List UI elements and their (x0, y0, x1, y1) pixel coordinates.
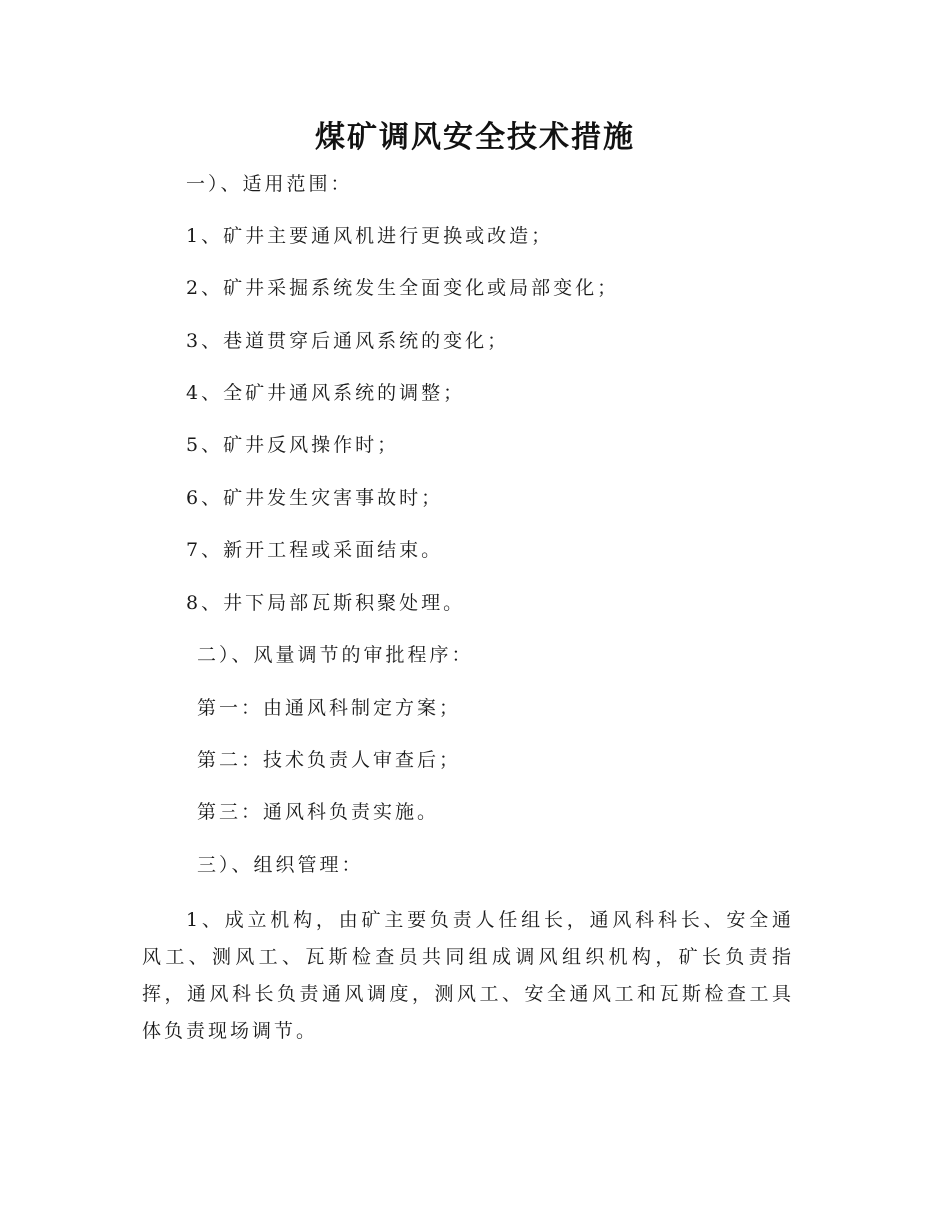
section-heading-approval: 二）、风量调节的审批程序： (197, 644, 474, 666)
section-heading-scope: 一）、适用范围： (186, 173, 353, 195)
list-item: 2、矿井采掘系统发生全面变化或局部变化； (186, 277, 620, 299)
list-item: 5、矿井反风操作时； (186, 434, 400, 456)
list-item: 6、矿井发生灾害事故时； (186, 487, 444, 509)
list-item: 4、全矿井通风系统的调整； (186, 382, 466, 404)
list-item: 7、新开工程或采面结束。 (186, 539, 444, 561)
section-heading-organization: 三）、组织管理： (197, 854, 364, 876)
document-title: 煤矿调风安全技术措施 (315, 120, 635, 155)
list-item: 1、矿井主要通风机进行更换或改造； (186, 225, 554, 247)
step-item: 第一：由通风科制定方案； (197, 697, 462, 719)
step-item: 第三：通风科负责实施。 (197, 801, 440, 823)
organization-paragraph: 1、成立机构，由矿主要负责人任组长，通风科科长、安全通风工、测风工、瓦斯检查员共同组成调风组织机构，矿长负责指挥，通风科长负责通风调度，测风工、安全通风工和瓦斯检查工具体负责现场调节。 (142, 909, 794, 1042)
step-item: 第二：技术负责人审查后； (197, 749, 462, 771)
list-item: 3、巷道贯穿后通风系统的变化； (186, 330, 510, 352)
list-item: 8、井下局部瓦斯积聚处理。 (186, 592, 466, 614)
